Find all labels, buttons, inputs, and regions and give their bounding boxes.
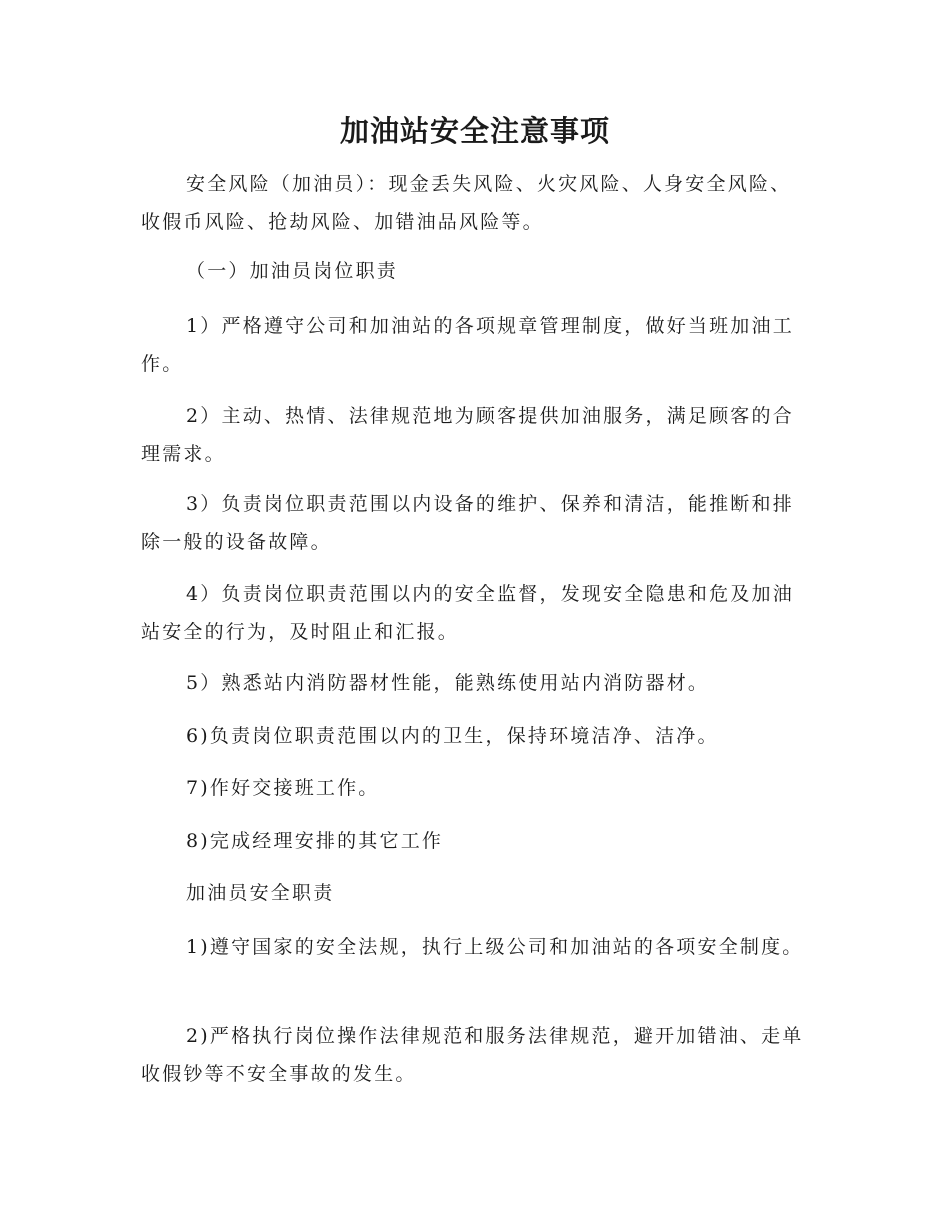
document-title: 加油站安全注意事项 — [339, 114, 610, 148]
paragraph-duty-6: 6)负责岗位职责范围以内的卫生，保持环境洁净、洁净。 — [186, 725, 719, 747]
paragraph-duty-2: 2）主动、热情、法律规范地为顾客提供加油服务，满足顾客的合理需求。 — [141, 405, 794, 465]
section-heading-safety-duties: 加油员安全职责 — [186, 882, 335, 904]
paragraph-duty-4: 4）负责岗位职责范围以内的安全监督，发现安全隐患和危及加油站安全的行为，及时阻止和汇报。 — [141, 583, 794, 643]
paragraph-duty-3: 3）负责岗位职责范围以内设备的维护、保养和清洁，能推断和排除一般的设备故障。 — [141, 493, 794, 553]
paragraph-duty-8: 8)完成经理安排的其它工作 — [186, 830, 444, 852]
paragraph-duty-1: 1）严格遵守公司和加油站的各项规章管理制度，做好当班加油工作。 — [141, 315, 794, 375]
paragraph-safety-risks: 安全风险（加油员）：现金丢失风险、火灾风险、人身安全风险、收假币风险、抢劫风险、加错油品风险等。 — [141, 173, 792, 233]
paragraph-safety-duty-2: 2)严格执行岗位操作法律规范和服务法律规范，避开加错油、走单收假钞等不安全事故的发生。 — [141, 1025, 804, 1085]
paragraph-duty-5: 5）熟悉站内消防器材性能，能熟练使用站内消防器材。 — [186, 672, 710, 694]
paragraph-safety-duty-1: 1)遵守国家的安全法规，执行上级公司和加油站的各项安全制度。 — [186, 936, 804, 958]
section-heading-duties: （一）加油员岗位职责 — [186, 260, 399, 282]
paragraph-duty-7: 7)作好交接班工作。 — [186, 777, 380, 799]
